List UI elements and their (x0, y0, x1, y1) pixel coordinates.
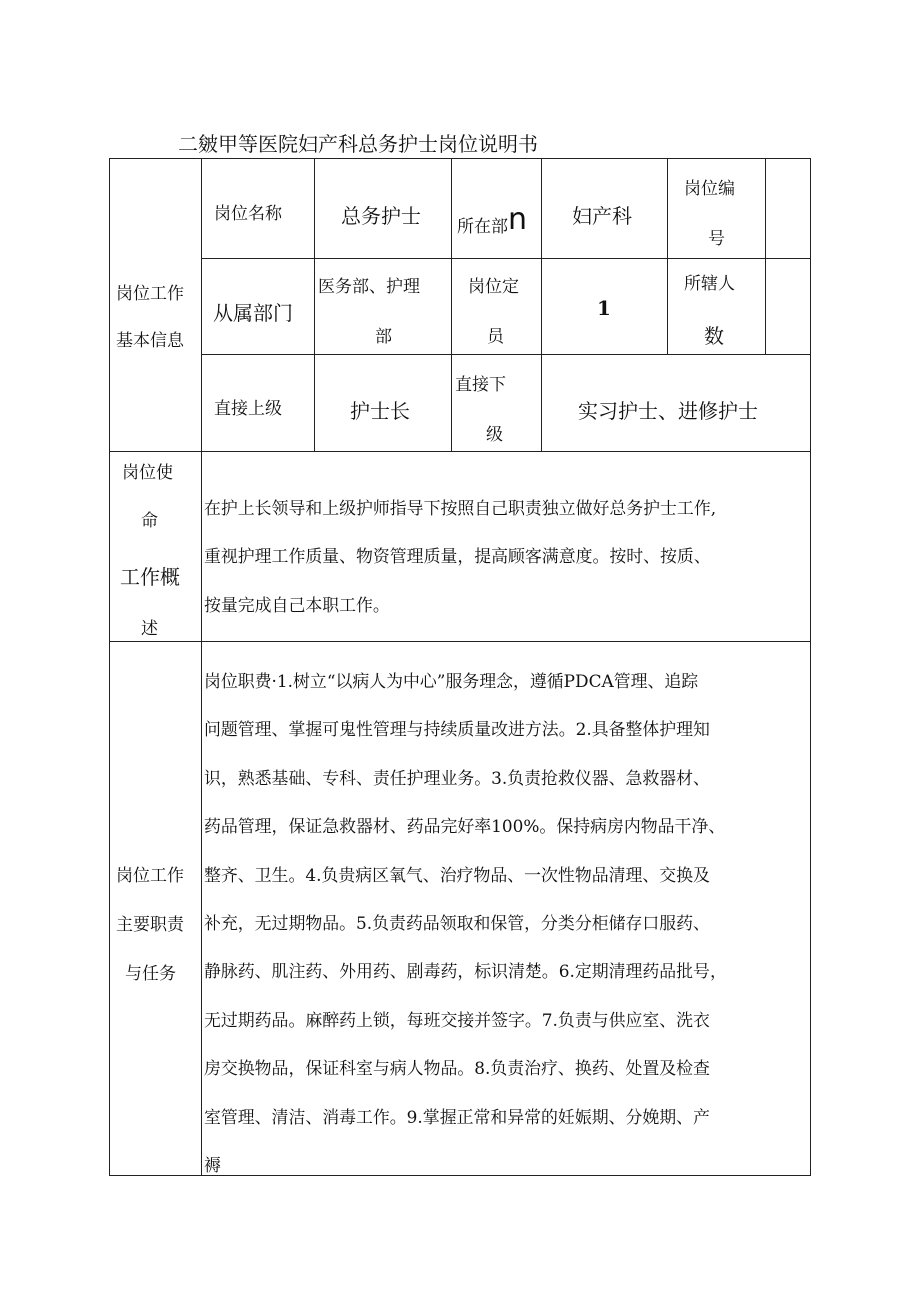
post-no-label-1: 岗位编 (684, 179, 735, 199)
mission-line: 在护上长领导和上级护师指导下按照自己职责独立做好总务护士工作, (204, 498, 717, 518)
duties-line: 整齐、卫生。4.负贵病区氧气、治疗物品、一次性物品清理、交换及 (204, 864, 710, 885)
affiliation-label: 从属部门 (213, 301, 293, 325)
mission-text (204, 484, 808, 629)
managed-label-2: 数 (704, 324, 724, 348)
document-title: 二皴甲等医院妇产科总务护士岗位说明书 (178, 132, 538, 156)
managed-label-1: 所辖人 (684, 274, 735, 294)
duties-line: 无过期药品。麻醉药上锁，每班交接并签字。7.负责与供应室、洗衣 (204, 1009, 710, 1030)
duties-line: 室管理、清洁、消毒工作。9.掌握正常和异常的妊娠期、分娩期、产 (204, 1106, 710, 1127)
mission-label-1: 岗位使 (122, 463, 173, 483)
duties-line: 岗位职费·1.树立“以病人为中心”服务理念，遵循PDCA管理、追踪 (204, 671, 699, 691)
mission-line: 重视护理工作质量、物资管理质量，提高顾客满意度。按时、按质、 (204, 546, 711, 567)
mission-label-2: 命 (141, 511, 158, 531)
duties-label-1: 岗位工作 (116, 866, 184, 886)
dept-label-glyph: n (508, 202, 528, 237)
duties-line: 补充，无过期物品。5.负责药品领取和保管，分类分柜储存口服药、 (204, 913, 710, 934)
subordinate-label-2: 级 (486, 425, 503, 445)
mission-label-4: 述 (141, 619, 158, 639)
duties-line: 问题管理、掌握可鬼性管理与持续质量改进方法。2.具备整体护理知 (204, 719, 710, 740)
post-name-value: 总务护士 (341, 204, 421, 228)
dept-label (457, 202, 528, 240)
quota-value: 1 (597, 296, 611, 320)
duties-label-2: 主要职责 (116, 915, 184, 935)
post-no-label-2: 号 (708, 229, 725, 249)
section-label-basic-1: 岗位工作 (116, 284, 184, 304)
affiliation-value-1: 医务部、护理 (318, 277, 420, 297)
duties-label-3: 与任务 (125, 964, 176, 984)
post-name-label: 岗位名称 (214, 204, 282, 224)
superior-value: 护士长 (350, 399, 410, 423)
duties-line: 药品管理，保证急救器材、药品完好率100%。保持病房内物品干净、 (204, 816, 726, 837)
section-label-basic-2: 基本信息 (116, 331, 184, 351)
duties-line: 静脉药、肌注药、外用药、剧毒药，标识清楚。6.定期清理药品批号， (204, 961, 727, 982)
dept-value: 妇产科 (572, 204, 632, 228)
mission-line: 按量完成自己本职工作。 (204, 594, 390, 615)
quota-label-2: 员 (487, 327, 504, 347)
duties-line: 房交换物品，保证科室与病人物品。8.负责治疗、换药、处置及检查 (204, 1058, 710, 1079)
mission-label-3: 工作概 (120, 565, 180, 589)
subordinate-value: 实习护士、进修护士 (578, 399, 758, 423)
duties-text (204, 657, 808, 1189)
duties-line: 识，熟悉基础、专科、责任护理业务。3.负责抢救仪器、急救器材、 (204, 767, 710, 788)
duties-line: 褥 (204, 1155, 221, 1176)
superior-label: 直接上级 (214, 399, 282, 419)
subordinate-label-1: 直接下 (455, 375, 506, 395)
affiliation-value-2: 部 (375, 327, 392, 347)
dept-label-text: 所在部 (457, 217, 508, 237)
quota-label-1: 岗位定 (468, 277, 519, 297)
